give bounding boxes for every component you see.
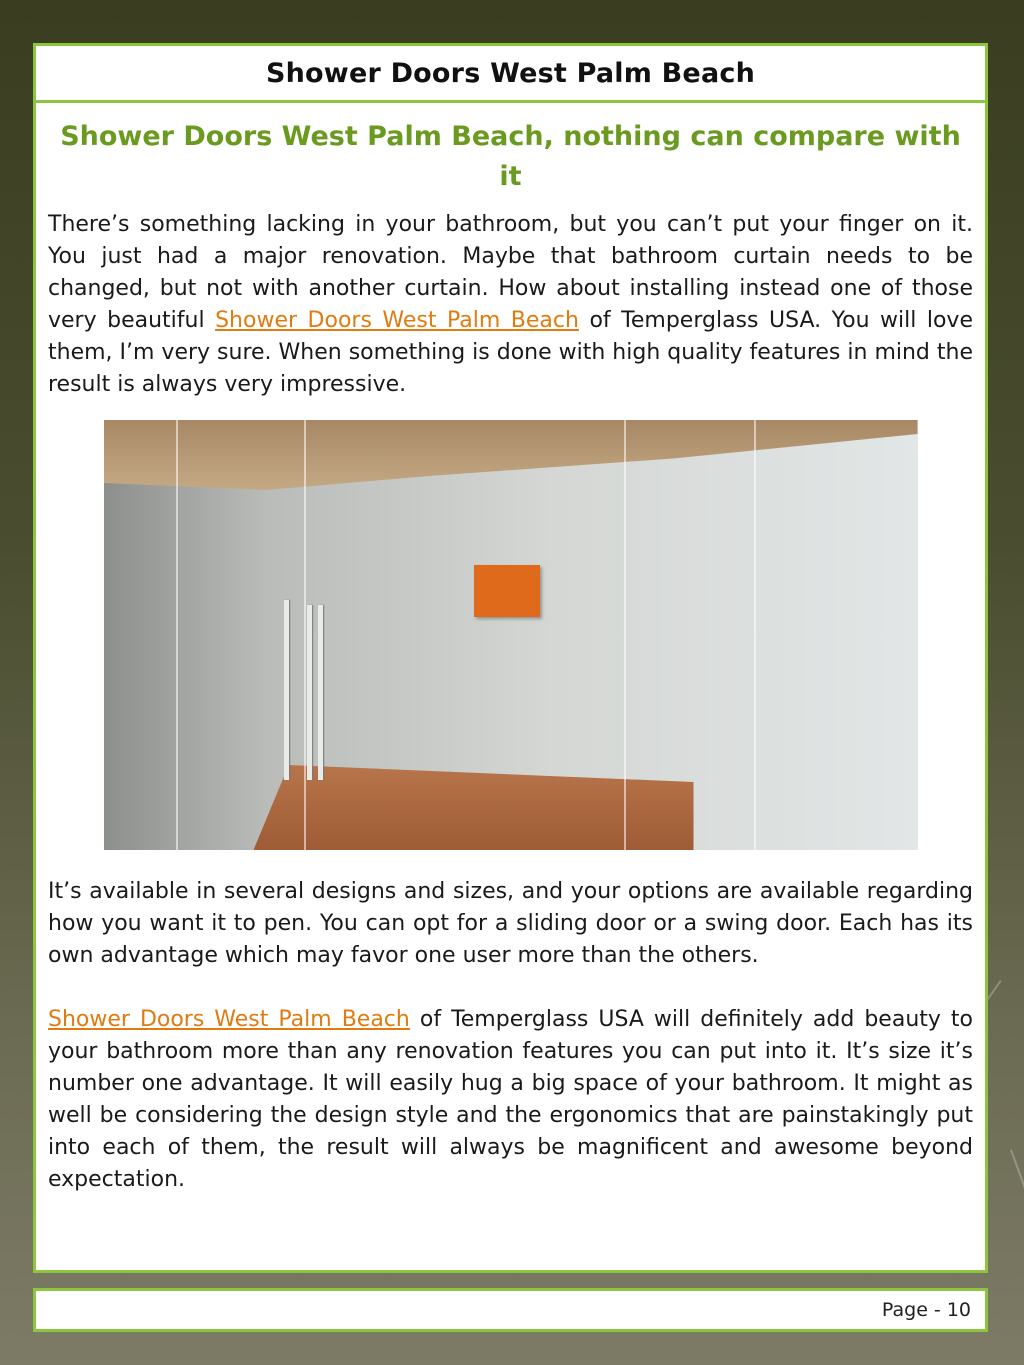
photo-door-handle	[284, 600, 289, 780]
photo-glass-edge	[304, 420, 306, 850]
page-title: Shower Doors West Palm Beach	[265, 57, 755, 89]
title-bar	[36, 46, 985, 103]
paragraph-3-text: of Temperglass USA will definitely add beauty to your bathroom more than any renovation features you can put into it. It’s size it’s number one advantage. It will easily hug a big space of your bathroom. It might as well be considering the design style and the ergonomics that are painstakingly put into each of them, the result will always be magnificent and awesome beyond expectation.	[48, 1007, 973, 1192]
photo-glass-edge	[176, 420, 178, 850]
footer-panel	[33, 1288, 988, 1332]
photo-orange-sign	[474, 565, 540, 617]
photo-ceiling	[104, 420, 918, 490]
paragraph-1	[48, 209, 973, 401]
paragraph-1-text-end: of Temperglass USA. You will love them, I’m very sure. When something is done with high quality features in mind the result is always very impressive.	[48, 308, 973, 397]
paragraph-2: It’s available in several designs and sizes, and your options are available regarding how you want it to pen. You can opt for a sliding door or a swing door. Each has its own advantage which may favor one user more than the others.	[48, 879, 973, 968]
shower-doors-link[interactable]: Shower Doors West Palm Beach	[48, 1007, 410, 1032]
paragraph-3	[48, 1004, 973, 1196]
shower-doors-link[interactable]: Shower Doors West Palm Beach	[215, 308, 579, 333]
decorative-line	[1010, 1149, 1024, 1262]
photo-door-handle	[307, 605, 312, 780]
photo-glass-edge	[624, 420, 626, 850]
paragraph-1-text-start: There’s something lacking in your bathroom, but you can’t put your finger on it. You just had a major renovation. Maybe that bathroom curtain needs to be changed, but not with another curtain. How about installing instead one of those very beautiful	[48, 212, 973, 333]
content-panel	[33, 43, 988, 1273]
page-number: Page - 10	[881, 1299, 971, 1321]
glass-doors-photo	[104, 420, 918, 850]
article-heading: Shower Doors West Palm Beach, nothing can compare with it	[60, 121, 961, 192]
photo-door-handle	[318, 605, 323, 780]
photo-glass-edge	[754, 420, 756, 850]
